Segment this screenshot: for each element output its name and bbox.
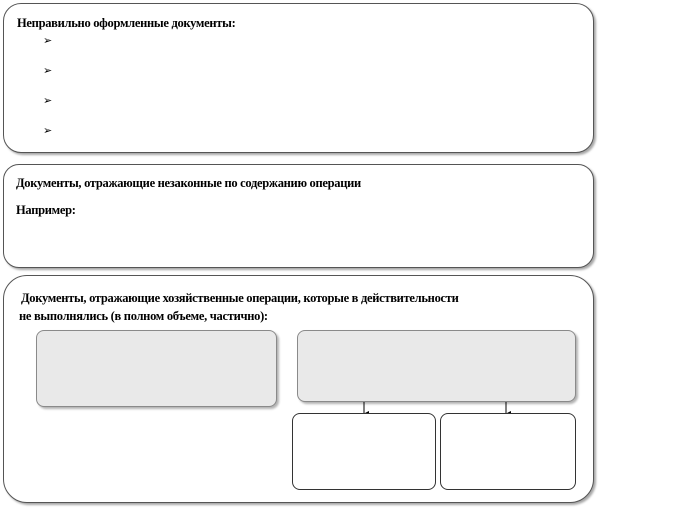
bullet-arrow-icon: ➢ — [43, 34, 53, 47]
fictitious-operations-title-line1: Документы, отражающие хозяйственные операции, которые в действительности — [21, 291, 459, 305]
sub-right-box — [440, 413, 576, 490]
fictitious-operations-title-line2: не выполнялись (в полном объеме, частично): — [19, 309, 268, 323]
bullet-arrow-icon: ➢ — [43, 64, 53, 77]
bullet-arrow-icon: ➢ — [43, 124, 53, 137]
improper-documents-title: Неправильно оформленные документы: — [17, 16, 236, 30]
illegal-operations-title: Документы, отражающие незаконные по содержанию операции — [16, 176, 361, 190]
example-label: Например: — [16, 203, 76, 217]
bullet-arrow-icon: ➢ — [43, 94, 53, 107]
sub-left-box — [292, 413, 436, 490]
